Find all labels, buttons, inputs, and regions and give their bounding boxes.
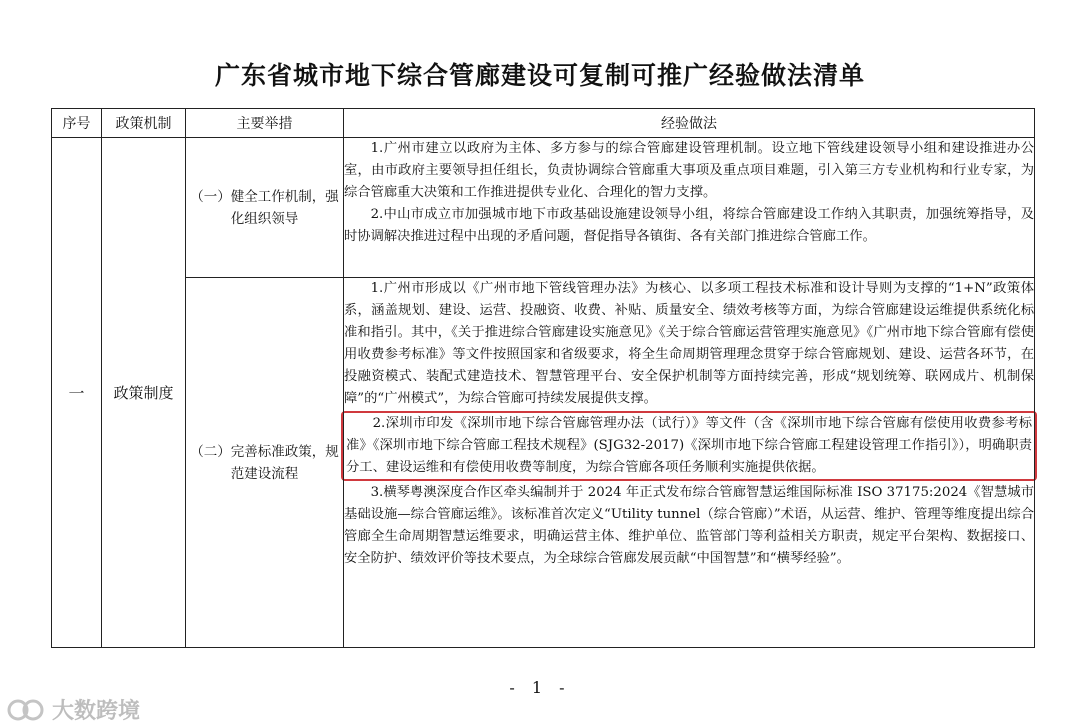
practice-cell-2 xyxy=(344,278,1035,648)
page-number: - 1 - xyxy=(509,678,571,697)
document-title: 广东省城市地下综合管廊建设可复制可推广经验做法清单 xyxy=(214,61,865,90)
header-measure: 主要举措 xyxy=(186,109,344,138)
watermark xyxy=(6,694,140,725)
row-mechanism: 政策制度 xyxy=(102,138,186,648)
row-seq: 一 xyxy=(52,138,102,648)
watermark-logo-icon xyxy=(6,697,46,723)
watermark-text: 大数跨境 xyxy=(52,699,141,724)
highlighted-practice-item: 2.深圳市印发《深圳市地下综合管廊管理办法（试行）》等文件（含《深圳市地下综合管廊有偿使用收费参考标准》《深圳市地下综合管廊工程技术规程》(SJG32-2017)《深圳市地下综合管廊工程建设管理工作指引》），明确职责分工、建设运维和有偿使用收费等制度，为综合管廊各项任务顺利实施提供依据。 xyxy=(341,411,1037,481)
table-header-row xyxy=(52,109,1035,138)
measure-1: （一）健全工作机制，强化组织领导 xyxy=(186,138,344,278)
table-row xyxy=(52,138,1035,278)
table-row xyxy=(52,278,1035,648)
header-mechanism: 政策机制 xyxy=(102,109,186,138)
header-practice: 经验做法 xyxy=(344,109,1035,138)
header-seq: 序号 xyxy=(52,109,102,138)
experience-table xyxy=(51,108,1035,648)
practice-item: 1.广州市建立以政府为主体、多方参与的综合管廊建设管理机制。设立地下管线建设领导小组和建设推进办公室，由市政府主要领导担任组长，负责协调综合管廊重大事项及重点项目难题，引入第三方专业机构和行业专家，为综合管廊重大决策和工作推进提供专业化、合理化的智力支撑。 xyxy=(344,141,1034,200)
measure-2: （二）完善标准政策，规范建设流程 xyxy=(186,278,344,648)
practice-cell-1 xyxy=(344,138,1035,278)
practice-item: 3.横琴粤澳深度合作区牵头编制并于 2024 年正式发布综合管廊智慧运维国际标准 ISO 37175:2024《智慧城市基础设施—综合管廊运维》。该标准首次定义“Utility tunnel（综合管廊）”术语，从运营、维护、管理等维度提出综合管廊全生命周期智慧运维要求，明确运营主体、维护单位、监管部门等利益相关方职责，规定平台架构、数据接口、安全防护、绩效评价等技术要点，为全球综合管廊发展贡献“中国智慧”和“横琴经验”。 xyxy=(344,485,1034,567)
practice-item: 1.广州市形成以《广州市地下管线管理办法》为核心、以多项工程技术标准和设计导则为支撑的“1+N”政策体系，涵盖规划、建设、运营、投融资、收费、补贴、质量安全、绩效考核等方面，为综合管廊建设运维提供系统化标准和指引。其中，《关于推进综合管廊建设实施意见》《关于综合管廊运营管理实施意见》《广州市地下综合管廊有偿使用收费参考标准》等文件按照国家和省级要求，将全生命周期管理理念贯穿于综合管廊规划、建设、运营各环节，在投融资模式、装配式建造技术、智慧管理平台、安全保护机制等方面持续完善，形成“规划统筹、联网成片、机制保障”的“广州模式”，为综合管廊可持续发展提供支撑。 xyxy=(344,281,1034,407)
practice-item: 2.中山市成立市加强城市地下市政基础设施建设领导小组，将综合管廊建设工作纳入其职责，加强统筹指导，及时协调解决推进过程中出现的矛盾问题，督促指导各镇街、各有关部门推进综合管廊工作。 xyxy=(344,207,1034,244)
